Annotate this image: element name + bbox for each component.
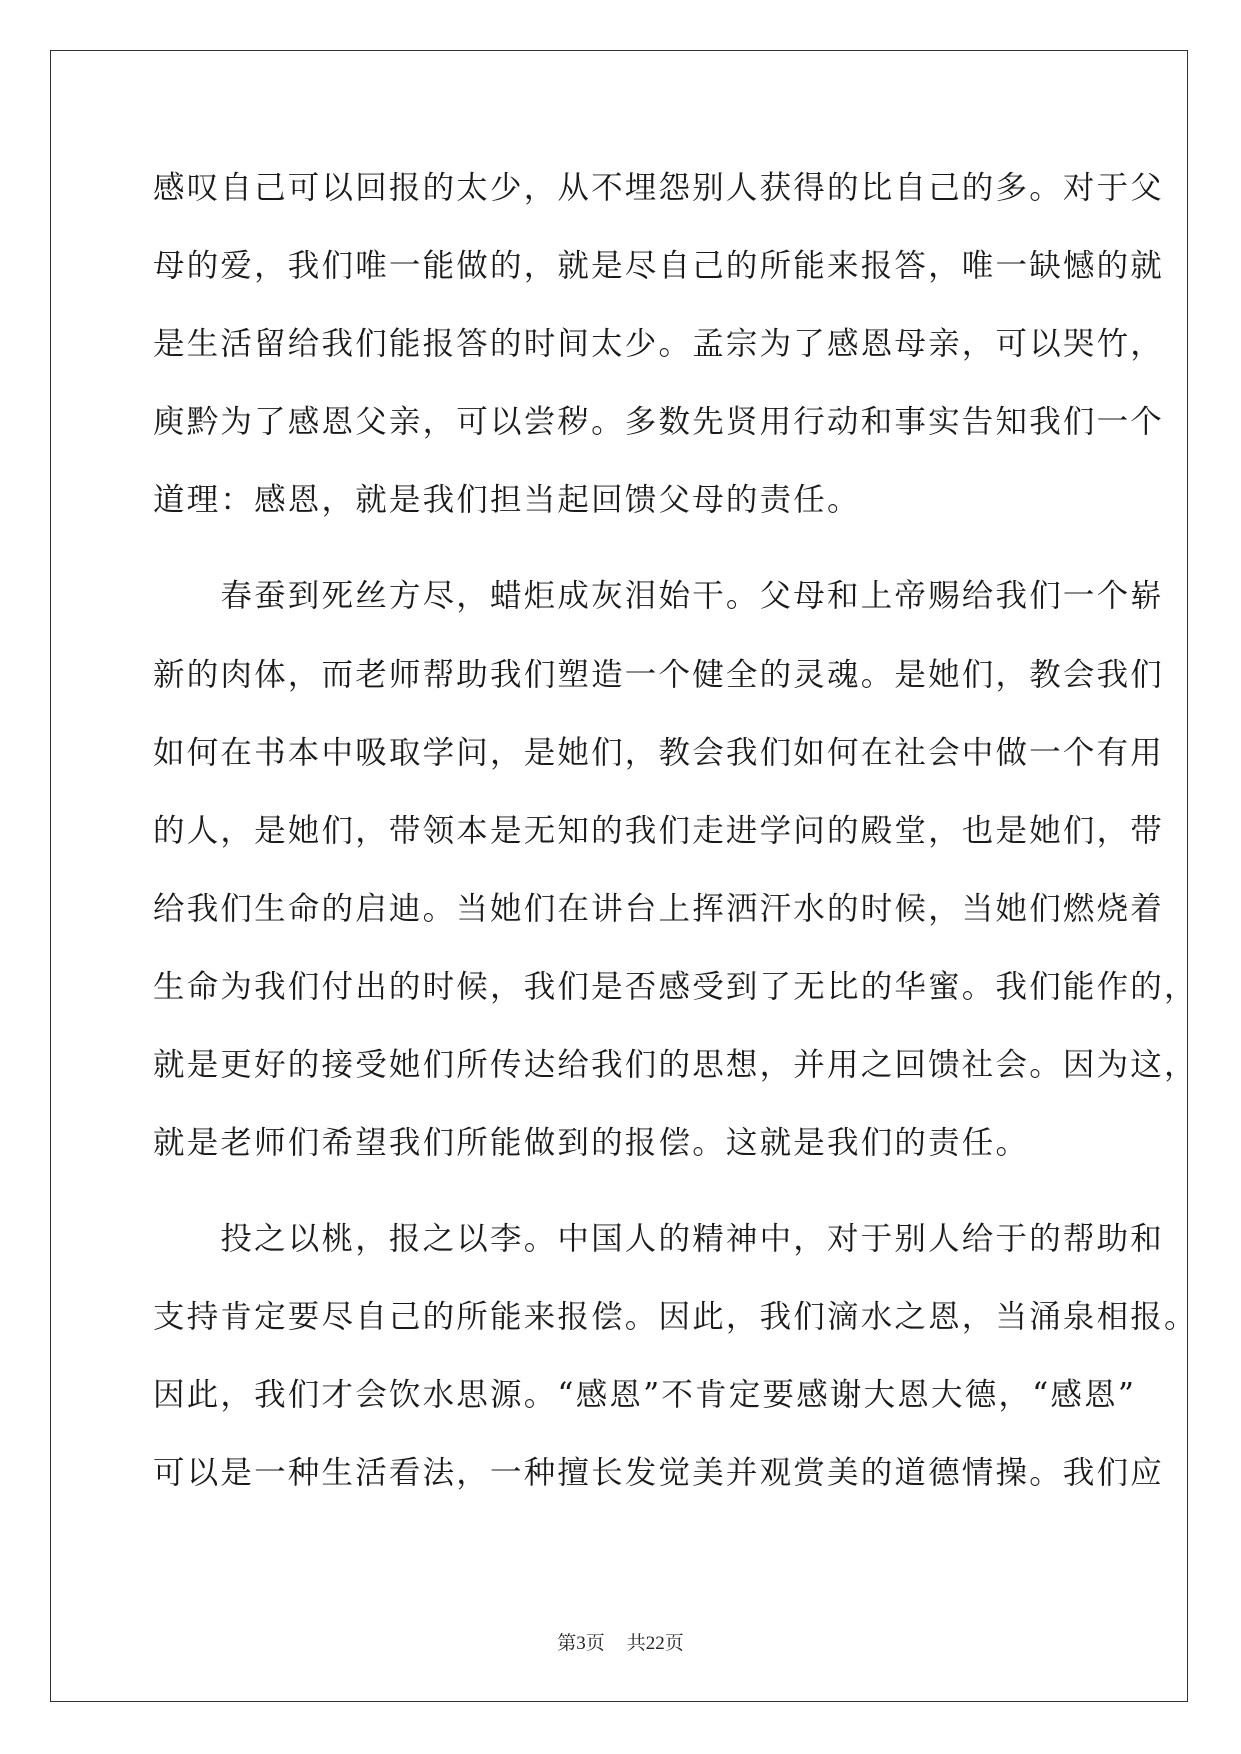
page-footer bbox=[0, 1628, 1241, 1655]
text-line: 道理：感恩，就是我们担当起回馈父母的责任。 bbox=[153, 482, 861, 518]
text-line: 给我们生命的启迪。当她们在讲台上挥洒汗水的时候，当她们燃烧着 bbox=[153, 891, 1165, 927]
text-line: 因此，我们才会饮水思源。“感恩”不肯定要感谢大恩大德，“感恩” bbox=[153, 1377, 1137, 1413]
text-line: 就是更好的接受她们所传达给我们的思想，并用之回馈社会。因为这， bbox=[153, 1047, 1198, 1083]
page-total: 共22页 bbox=[626, 1633, 684, 1654]
text-line: 新的肉体，而老师帮助我们塑造一个健全的灵魂。是她们，教会我们 bbox=[153, 657, 1165, 693]
text-line: 投之以桃，报之以李。中国人的精神中，对于别人给于的帮助和 bbox=[153, 1221, 1165, 1257]
text-line: 是生活留给我们能报答的时间太少。孟宗为了感恩母亲，可以哭竹， bbox=[153, 326, 1165, 362]
text-line: 如何在书本中吸取学问，是她们，教会我们如何在社会中做一个有用 bbox=[153, 735, 1165, 771]
text-line: 庾黔为了感恩父亲，可以尝秽。多数先贤用行动和事实告知我们一个 bbox=[153, 404, 1165, 440]
text-line: 生命为我们付出的时候，我们是否感受到了无比的华蜜。我们能作的， bbox=[153, 969, 1198, 1005]
text-line: 可以是一种生活看法，一种擅长发觉美并观赏美的道德情操。我们应 bbox=[153, 1455, 1165, 1491]
text-line: 母的爱，我们唯一能做的，就是尽自己的所能来报答，唯一缺憾的就 bbox=[153, 248, 1165, 284]
text-line: 的人，是她们，带领本是无知的我们走进学问的殿堂，也是她们，带 bbox=[153, 813, 1165, 849]
text-line: 春蚕到死丝方尽，蜡炬成灰泪始干。父母和上帝赐给我们一个崭 bbox=[153, 578, 1165, 614]
text-line: 支持肯定要尽自己的所能来报偿。因此，我们滴水之恩，当涌泉相报。 bbox=[153, 1299, 1198, 1335]
text-line: 就是老师们希望我们所能做到的报偿。这就是我们的责任。 bbox=[153, 1125, 1030, 1161]
page-number: 第3页 bbox=[557, 1633, 605, 1654]
text-line: 感叹自己可以回报的太少，从不埋怨别人获得的比自己的多。对于父 bbox=[153, 170, 1165, 206]
